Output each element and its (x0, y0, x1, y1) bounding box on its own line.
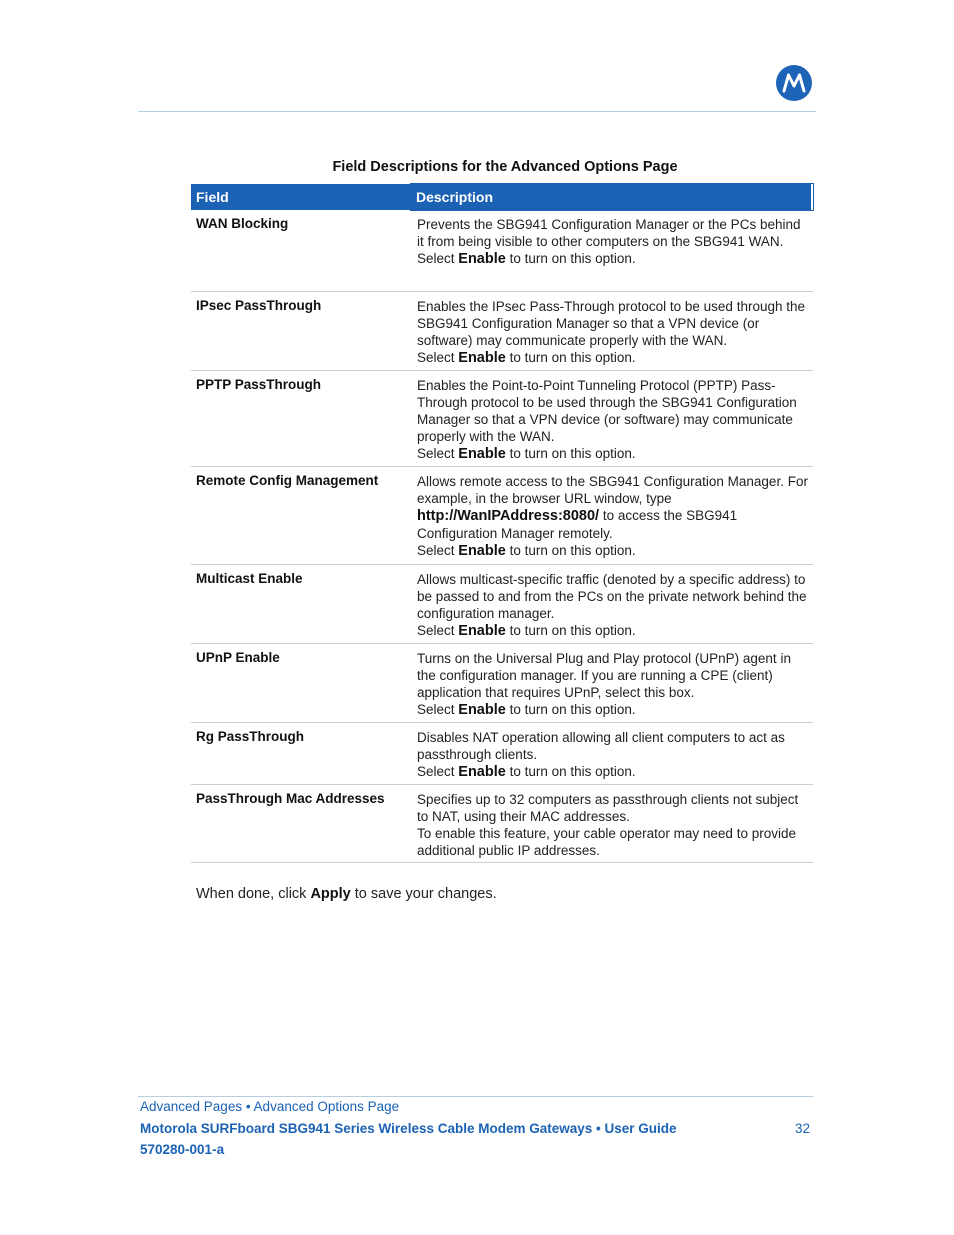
field-name-cell: Remote Config Management (196, 473, 379, 488)
motorola-logo-icon (776, 65, 812, 101)
table-row (191, 644, 813, 723)
enable-keyword: Enable (458, 543, 506, 559)
field-name-cell: UPnP Enable (196, 650, 280, 665)
url-line (417, 507, 809, 542)
enable-keyword: Enable (458, 764, 506, 780)
instruction-prefix: When done, click (196, 886, 311, 902)
description-text: Enables the IPsec Pass-Through protocol to be used through the SBG941 Configuration Manager so that a VPN device (or software) may communicate properly with the WAN. (417, 299, 805, 348)
select-suffix: to turn on this option. (505, 702, 636, 717)
url-example: http://WanIPAddress:8080/ (417, 508, 600, 524)
enable-keyword: Enable (458, 350, 506, 366)
select-prefix: Select (417, 350, 459, 365)
field-name-cell: IPsec PassThrough (196, 298, 322, 313)
field-name-cell: PPTP PassThrough (196, 377, 322, 392)
select-suffix: to turn on this option. (505, 623, 636, 638)
footer-divider (138, 1096, 813, 1097)
select-prefix: Select (417, 251, 459, 266)
page-number: 32 (795, 1121, 811, 1136)
description-cell (416, 565, 813, 643)
field-descriptions-table (191, 184, 813, 863)
table-body (191, 210, 813, 863)
select-prefix: Select (417, 764, 459, 779)
table-row (191, 292, 813, 371)
select-prefix: Select (417, 543, 459, 558)
footer-section-path: Advanced Pages • Advanced Options Page (140, 1099, 400, 1114)
enable-keyword: Enable (458, 702, 506, 718)
table-row (191, 371, 813, 467)
select-enable-line (417, 763, 809, 781)
description-text: Allows remote access to the SBG941 Configuration Manager. For example, in the browser URL window, type (417, 474, 808, 506)
select-prefix: Select (417, 702, 459, 717)
description-cell (416, 210, 813, 291)
description-text: Turns on the Universal Plug and Play protocol (UPnP) agent in the configuration manager. If you are running a CPE (client) application that requires UPnP, select this box. (417, 651, 791, 700)
table-row (191, 467, 813, 565)
description-cell (416, 371, 813, 466)
table-row (191, 785, 813, 863)
table-title: Field Descriptions for the Advanced Options Page (332, 159, 678, 175)
description-text: To enable this feature, your cable operator may need to provide additional public IP addresses. (417, 826, 796, 858)
enable-keyword: Enable (458, 623, 506, 639)
select-enable-line (417, 622, 809, 640)
field-name-cell: PassThrough Mac Addresses (196, 791, 385, 806)
select-suffix: to turn on this option. (505, 350, 636, 365)
column-header-description: Description (411, 184, 813, 210)
enable-keyword: Enable (458, 251, 506, 267)
table-row (191, 210, 813, 292)
description-cell (416, 723, 813, 784)
description-text: Allows multicast-specific traffic (denoted by a specific address) to be passed to and from the PCs on the private network behind the configuration manager. (417, 572, 807, 621)
select-suffix: to turn on this option. (505, 543, 636, 558)
url-suffix: to access the SBG941 Configuration Manager remotely. (417, 508, 738, 541)
select-enable-line (417, 349, 809, 367)
field-name-cell: Multicast Enable (196, 571, 303, 586)
description-text: Disables NAT operation allowing all client computers to act as passthrough clients. (417, 730, 785, 762)
field-name-cell: Rg PassThrough (196, 729, 305, 744)
instruction-suffix: to save your changes. (350, 886, 497, 902)
header-divider (138, 111, 816, 112)
description-text: Specifies up to 32 computers as passthrough clients not subject to NAT, using their MAC addresses. (417, 792, 799, 824)
description-text: Prevents the SBG941 Configuration Manager or the PCs behind it from being visible to other computers on the SBG941 WAN. (417, 217, 801, 249)
select-enable-line (417, 701, 809, 719)
footer-document-number: 570280-001-a (140, 1142, 225, 1157)
field-name-cell: WAN Blocking (196, 216, 289, 231)
column-header-field: Field (191, 184, 411, 210)
select-enable-line (417, 250, 809, 268)
description-cell (416, 292, 813, 370)
enable-keyword: Enable (458, 446, 506, 462)
table-row (191, 723, 813, 785)
select-suffix: to turn on this option. (505, 251, 636, 266)
description-cell (416, 644, 813, 722)
table-row (191, 565, 813, 644)
description-text: Enables the Point-to-Point Tunneling Protocol (PPTP) Pass-Through protocol to be used through the SBG941 Configuration Manager so that a VPN device (or software) may communicate properly with the WAN. (417, 378, 797, 444)
description-cell (416, 467, 813, 564)
select-suffix: to turn on this option. (505, 764, 636, 779)
table-header-row (191, 184, 813, 210)
apply-keyword: Apply (310, 886, 351, 902)
instruction-text (196, 886, 497, 902)
footer-document-title: Motorola SURFboard SBG941 Series Wireless Cable Modem Gateways • User Guide (140, 1121, 677, 1136)
select-enable-line (417, 542, 809, 560)
select-prefix: Select (417, 446, 459, 461)
select-enable-line (417, 445, 809, 463)
select-suffix: to turn on this option. (505, 446, 636, 461)
description-cell (416, 785, 813, 862)
select-prefix: Select (417, 623, 459, 638)
